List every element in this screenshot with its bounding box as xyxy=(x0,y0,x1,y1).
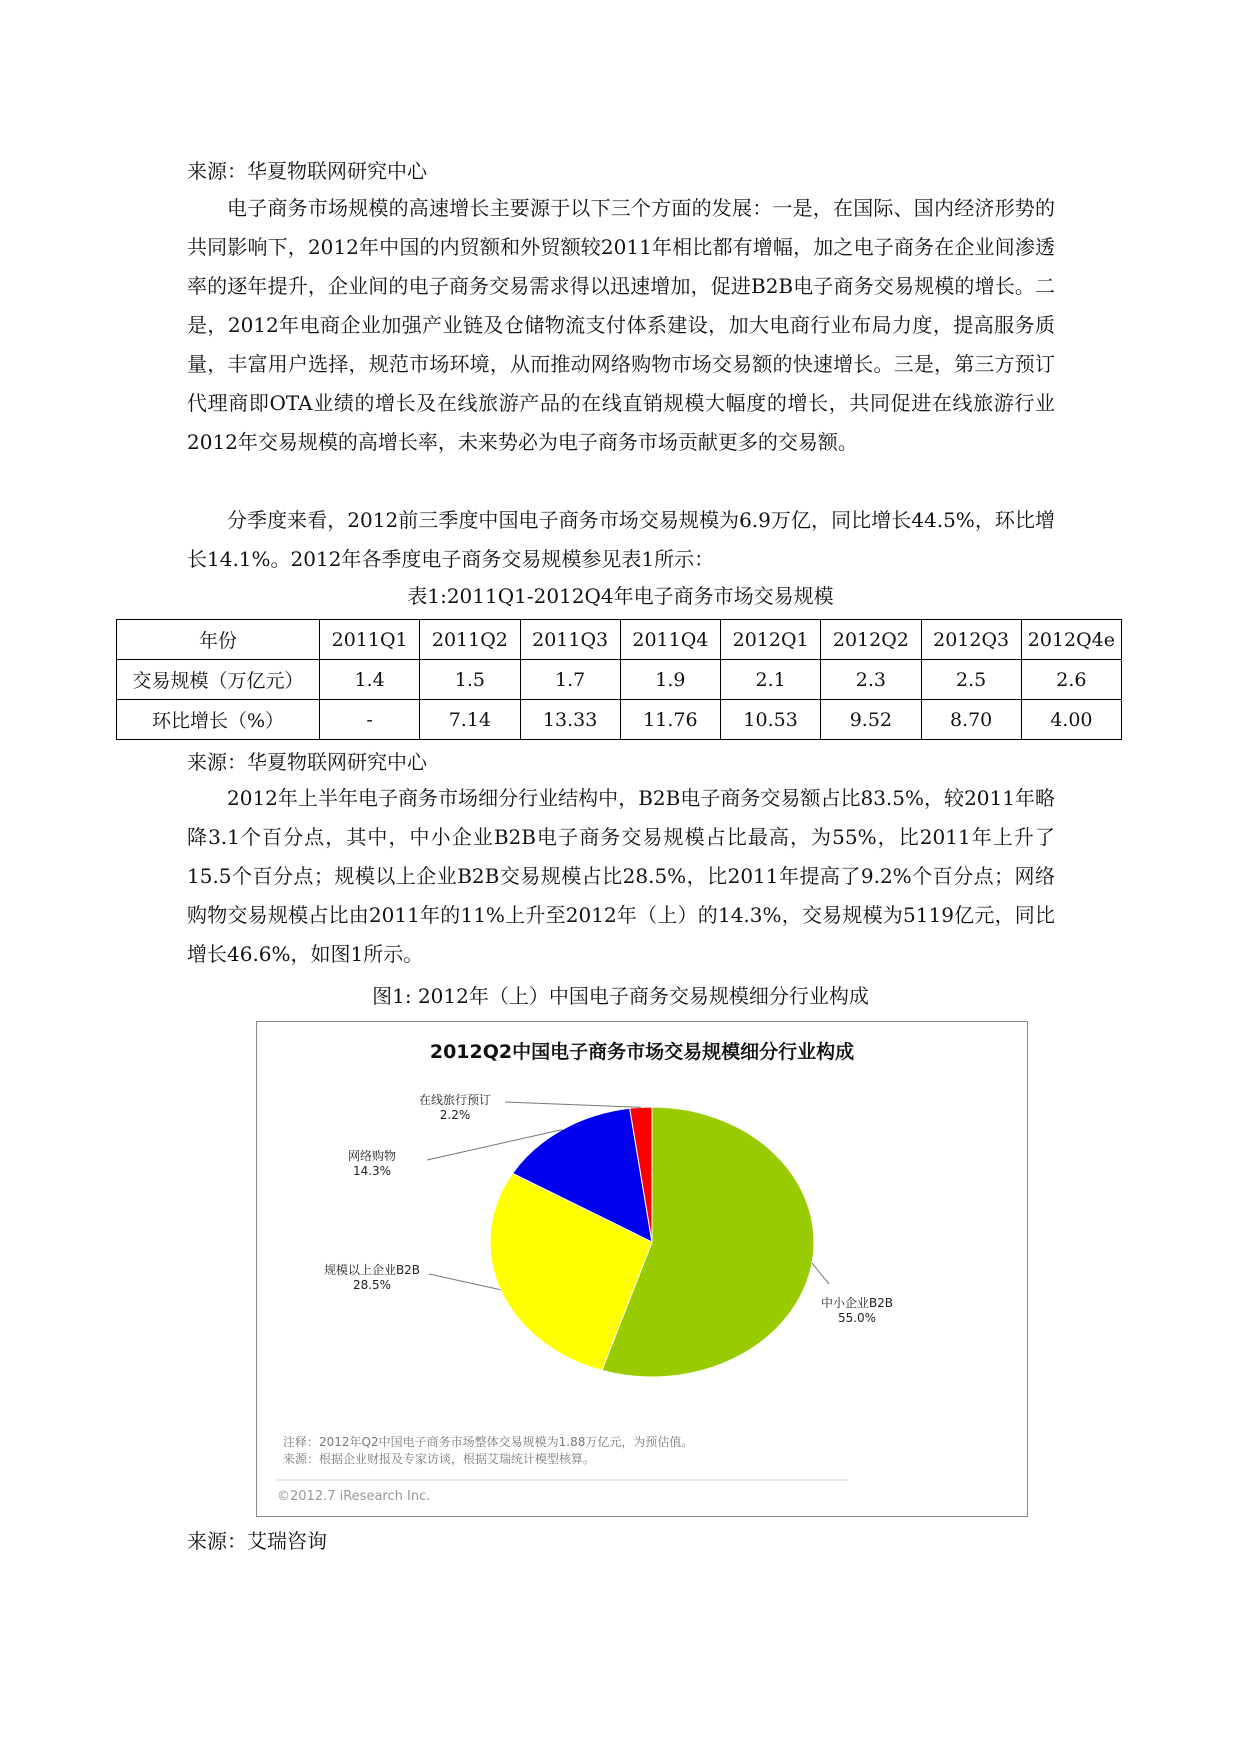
chart-note: 注释：2012年Q2中国电子商务市场整体交易规模为1.88万亿元，为预估值。 xyxy=(283,1435,694,1449)
table-cell: 13.33 xyxy=(520,700,620,740)
table-header-cell: 2012Q1 xyxy=(721,620,821,660)
chart-title: 2012Q2中国电子商务市场交易规模细分行业构成 xyxy=(429,1041,855,1063)
pie-leader-line xyxy=(505,1102,641,1107)
table-cell: 7.14 xyxy=(420,700,520,740)
table-header-cell: 2011Q4 xyxy=(620,620,720,660)
table-cell: 1.5 xyxy=(420,660,520,700)
table-header-cell: 2012Q3 xyxy=(921,620,1021,660)
pie-slice-label: 规模以上企业B2B xyxy=(323,1263,421,1277)
table-row-label: 交易规模（万亿元） xyxy=(117,660,320,700)
pie-slice-label: 中小企业B2B xyxy=(820,1296,894,1310)
pie-slice-value: 2.2% xyxy=(439,1108,471,1122)
source-line-bottom: 来源：艾瑞咨询 xyxy=(187,1529,327,1553)
table-header-row xyxy=(117,620,1122,660)
paragraph-quarterly: 分季度来看，2012前三季度中国电子商务市场交易规模为6.9万亿，同比增长44.5%，环比增长14.1%。2012年各季度电子商务交易规模参见表1所示： xyxy=(187,508,1055,571)
table-header-cell: 年份 xyxy=(117,620,320,660)
pie-chart xyxy=(257,1022,1027,1516)
table-cell: 1.9 xyxy=(620,660,720,700)
table-cell: 10.53 xyxy=(721,700,821,740)
table-cell: 2.6 xyxy=(1021,660,1121,700)
pie-slice-value: 28.5% xyxy=(352,1278,392,1292)
table-cell: 1.4 xyxy=(320,660,420,700)
table-header-cell: 2011Q3 xyxy=(520,620,620,660)
pie-leader-line xyxy=(429,1274,501,1290)
pie-slice-label: 在线旅行预订 xyxy=(418,1093,492,1107)
quarterly-scale-table xyxy=(116,619,1122,740)
pie-leader-line xyxy=(812,1263,829,1284)
chart-copyright: ©2012.7 iResearch Inc. xyxy=(277,1489,431,1504)
table-cell: 1.7 xyxy=(520,660,620,700)
chart-source-note: 来源：根据企业财报及专家访谈，根据艾瑞统计模型核算。 xyxy=(283,1452,596,1466)
table-row xyxy=(117,660,1122,700)
source-line-top: 来源：华夏物联网研究中心 xyxy=(187,159,427,183)
source-line-table: 来源：华夏物联网研究中心 xyxy=(187,750,427,774)
paragraph-segment-structure: 2012年上半年电子商务市场细分行业结构中，B2B电子商务交易额占比83.5%，较2011年略降3.1个百分点，其中，中小企业B2B电子商务交易规模占比最高，为55%，比2011年上升了15.5个百分点；规模以上企业B2B交易规模占比28.5%，比2011年提高了9.2%个百分点；网络购物交易规模占比由2011年的11%上升至2012年（上）的14.3%，交易规模为5119亿元，同比增长46.6%，如图1所示。 xyxy=(187,786,1055,966)
table-cell: 8.70 xyxy=(921,700,1021,740)
table-header-cell: 2011Q2 xyxy=(420,620,520,660)
pie-chart-figure xyxy=(256,1021,1028,1517)
table-cell: - xyxy=(320,700,420,740)
paragraph-growth-reasons: 电子商务市场规模的高速增长主要源于以下三个方面的发展：一是，在国际、国内经济形势的共同影响下，2012年中国的内贸额和外贸额较2011年相比都有增幅，加之电子商务在企业间渗透率的逐年提升，企业间的电子商务交易需求得以迅速增加，促进B2B电子商务交易规模的增长。二是，2012年电商企业加强产业链及仓储物流支付体系建设，加大电商行业布局力度，提高服务质量，丰富用户选择，规范市场环境，从而推动网络购物市场交易额的快速增长。三是，第三方预订代理商即OTA业绩的增长及在线旅游产品的在线直销规模大幅度的增长，共同促进在线旅游行业2012年交易规模的高增长率，未来势必为电子商务市场贡献更多的交易额。 xyxy=(187,196,1055,454)
table-header-cell: 2011Q1 xyxy=(320,620,420,660)
table-row xyxy=(117,700,1122,740)
figure-caption: 图1: 2012年（上）中国电子商务交易规模细分行业构成 xyxy=(372,984,869,1008)
table-header-cell: 2012Q2 xyxy=(821,620,921,660)
table-header-cell: 2012Q4e xyxy=(1021,620,1121,660)
table-cell: 4.00 xyxy=(1021,700,1121,740)
table-cell: 9.52 xyxy=(821,700,921,740)
pie-slice-value: 55.0% xyxy=(837,1311,877,1325)
table-cell: 2.1 xyxy=(721,660,821,700)
pie-slice-label: 网络购物 xyxy=(347,1149,397,1163)
table-cell: 2.5 xyxy=(921,660,1021,700)
table-cell: 2.3 xyxy=(821,660,921,700)
table-caption: 表1:2011Q1-2012Q4年电子商务市场交易规模 xyxy=(407,584,834,608)
table-row-label: 环比增长（%） xyxy=(117,700,320,740)
pie-slice-value: 14.3% xyxy=(352,1164,392,1178)
table-cell: 11.76 xyxy=(620,700,720,740)
pie-slices xyxy=(490,1107,814,1377)
